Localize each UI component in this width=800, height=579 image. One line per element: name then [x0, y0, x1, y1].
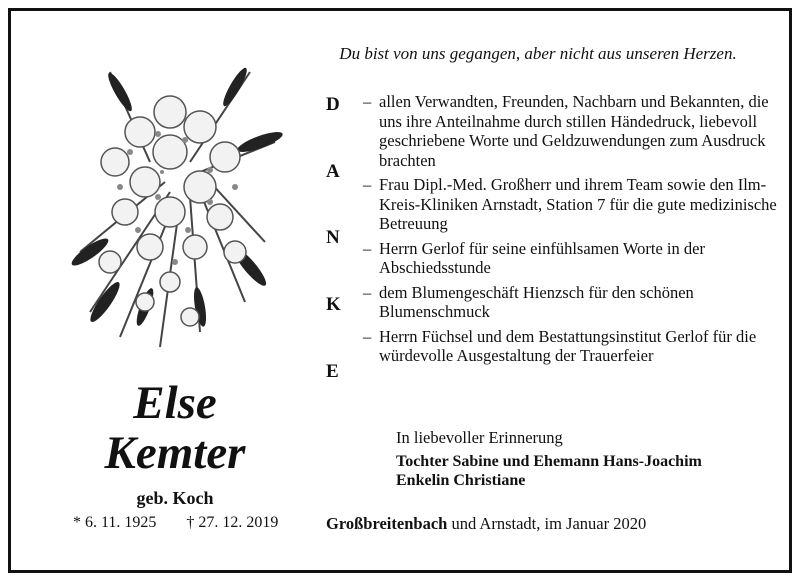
family-line-granddaughter: Enkelin Christiane [396, 472, 526, 489]
thanks-item-relatives [363, 92, 783, 170]
flower-bouquet-icon [50, 52, 290, 352]
dash: – [363, 175, 372, 194]
motto-text: Du bist von uns gegangen, aber nicht aus unseren Herzen. [339, 44, 737, 63]
memory-line: In liebevoller Erinnerung [396, 428, 563, 447]
life-dates [73, 514, 304, 532]
thanks-list [363, 92, 783, 371]
thanks-text: dem Blumengeschäft Hienzsch für den schönen Blumenschmuck [379, 282, 694, 321]
birth-name: geb. Koch [136, 488, 214, 508]
dash: – [363, 92, 372, 111]
dash: – [363, 282, 372, 302]
letter-n: N [326, 227, 340, 248]
thanks-item-funeral-home [363, 327, 783, 366]
thanks-text: Frau Dipl.-Med. Großherr und ihrem Team sowie den Ilm-Kreis-Kliniken Arnstadt, Station 7 für die gute medizinische Betreuung [379, 175, 777, 233]
birth-date: * 6. 11. 1925 [73, 514, 157, 531]
letter-a: A [326, 161, 340, 182]
thanks-text: Herrn Füchsel und dem Bestattungsinstitut Gerlof für die würdevolle Ausgestaltung der Trauerfeier [379, 326, 757, 365]
letter-d: D [326, 94, 340, 115]
place-and-date [326, 514, 646, 534]
deceased-last-name: Kemter [104, 427, 246, 479]
deceased-first-name: Else [133, 377, 217, 429]
thanks-text: allen Verwandten, Freunden, Nachbarn und Bekannten, die uns ihre Anteilnahme durch stillen Händedruck, liebevoll geschriebene Worte und Geldzuwendungen zum Ausdruck brachten [379, 92, 769, 170]
place-rest: und Arnstadt, im Januar 2020 [447, 514, 647, 533]
thanks-item-speaker [363, 239, 783, 278]
thanks-item-doctor [363, 175, 783, 234]
place-bold: Großbreitenbach [326, 514, 448, 533]
family-line-daughter: Tochter Sabine und Ehemann Hans-Joachim [396, 453, 702, 470]
letter-k: K [326, 294, 341, 315]
dash: – [363, 238, 372, 258]
thanks-item-florist [363, 283, 783, 322]
letter-e: E [326, 361, 339, 382]
dash: – [363, 326, 372, 346]
death-date: † 27. 12. 2019 [186, 514, 279, 531]
family-names [396, 452, 702, 490]
thanks-text: Herrn Gerlof für seine einfühlsamen Worte in der Abschiedsstunde [379, 238, 705, 277]
